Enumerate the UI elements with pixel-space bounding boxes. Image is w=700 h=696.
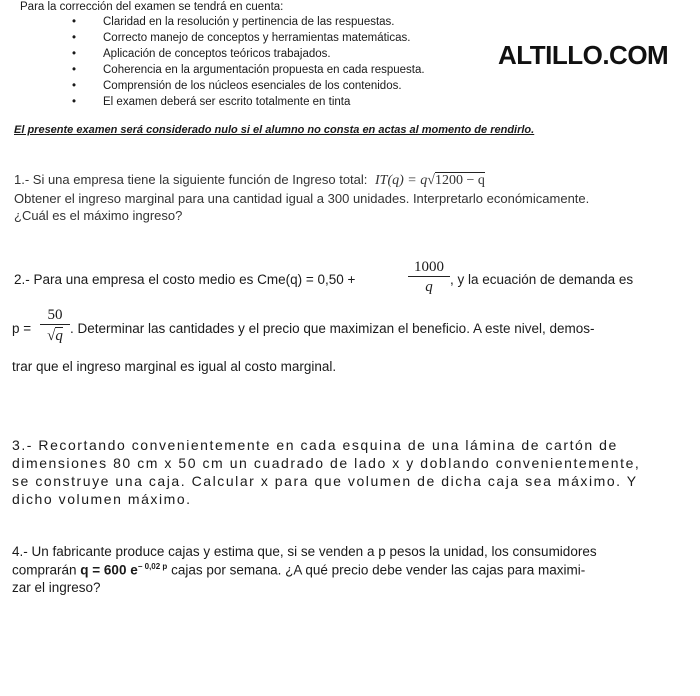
question-2-line-1-end: , y la ecuación de demanda es <box>450 272 634 287</box>
question-4-line-2: comprarán q = 600 $e^{- 0,02 p}$ cajas por semana. ¿A qué precio debe vender las cajas para maximi- <box>12 562 586 578</box>
question-2-line-2: . Determinar las cantidades y el precio que maximizan el beneficio. A este nivel, demos- <box>70 321 595 336</box>
question-1-line-1: 1.- Si una empresa tiene la siguiente función de Ingreso total: IT(q) = q√1200 − q <box>14 172 485 188</box>
demand-p-equals: p = <box>12 321 32 336</box>
bullet-icon: • <box>72 64 77 76</box>
bullet-icon: • <box>72 48 77 60</box>
question-4-line-1: 4.- Un fabricante produce cajas y estima que, si se venden a p pesos la unidad, los consumidores <box>12 544 597 559</box>
question-3-line-1: 3.- Recortando convenientemente en cada esquina de una lámina de cartón de <box>12 437 618 453</box>
question-3-line-4: dicho volumen máximo. <box>12 491 192 507</box>
bullet-icon: • <box>72 32 77 44</box>
revenue-formula: IT(q) = q√1200 − q <box>375 173 485 188</box>
average-cost-fraction: $\frac{1000}{q}$ <box>408 258 450 297</box>
bullet-icon: • <box>72 96 77 108</box>
criteria-intro: Para la corrección del examen se tendrá en cuenta: <box>20 1 284 13</box>
question-3-line-3: se construye una caja. Calcular x para que volumen de dicha caja sea máximo. Y <box>12 473 638 489</box>
bullet-icon: • <box>72 16 77 28</box>
question-2-line-3: trar que el ingreso marginal es igual al costo marginal. <box>12 359 337 374</box>
question-1-line-3: ¿Cuál es el máximo ingreso? <box>14 208 183 223</box>
nullity-warning: El presente examen será considerado nulo si el alumno no consta en actas al momento de rendirlo. <box>14 124 535 136</box>
site-logo: ALTILLO.COM <box>498 40 669 70</box>
bullet-icon: • <box>72 80 77 92</box>
question-4-line-3: zar el ingreso? <box>12 580 101 595</box>
question-2-line-1: 2.- Para una empresa el costo medio es Cme(q) = 0,50 + <box>14 272 356 287</box>
question-3-line-2: dimensiones 80 cm x 50 cm un cuadrado de lado x y doblando convenientemente, <box>12 455 641 471</box>
demand-fraction: $\frac{50}{√q}$ <box>40 306 70 347</box>
question-1-line-2: Obtener el ingreso marginal para una cantidad igual a 300 unidades. Interpretarlo económicamente. <box>14 191 590 206</box>
demand-function: q = 600 e <box>80 562 138 578</box>
